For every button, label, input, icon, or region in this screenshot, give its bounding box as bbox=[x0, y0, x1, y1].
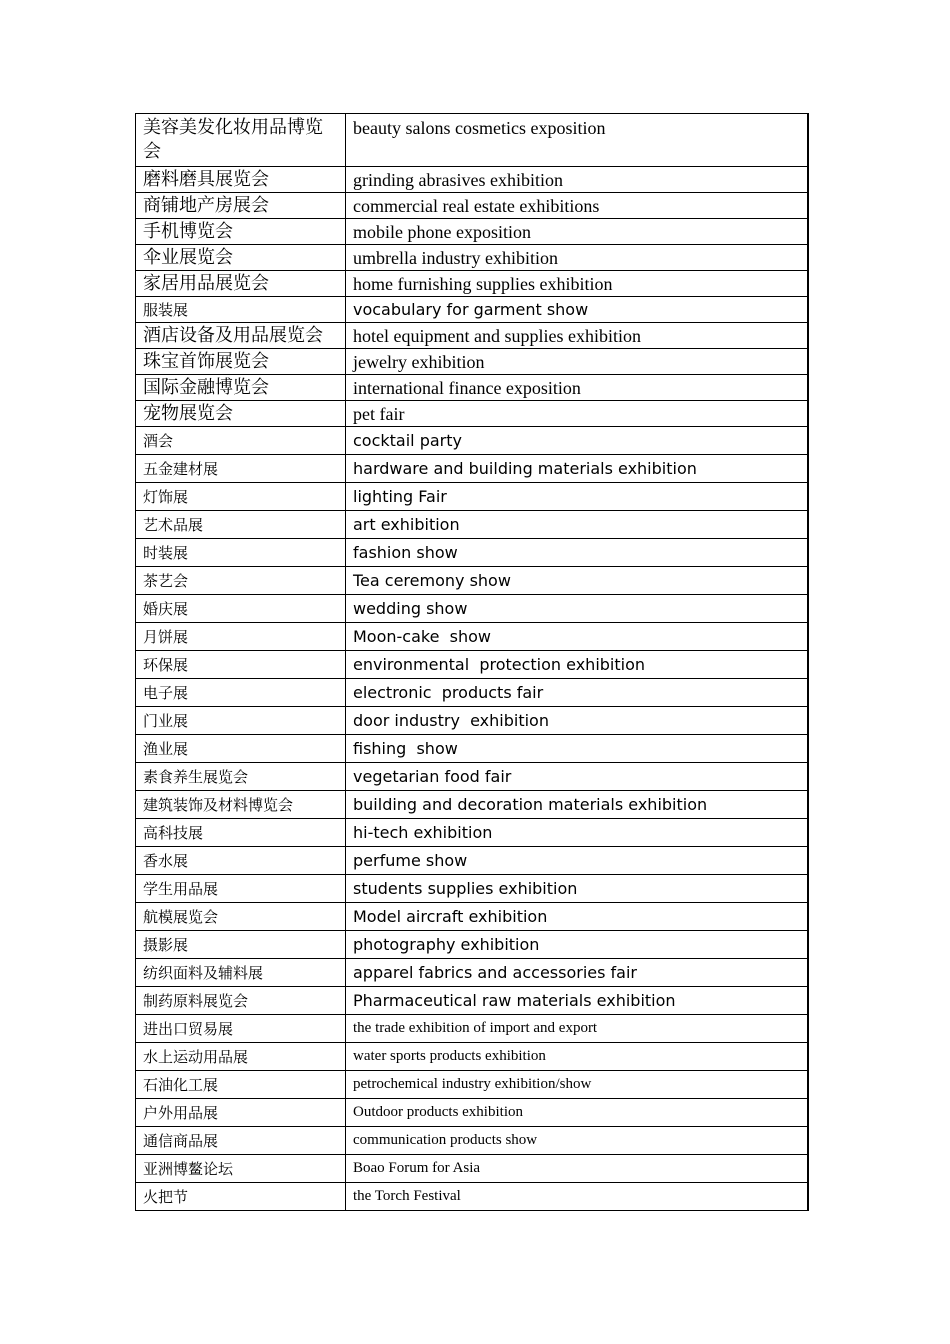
table-row bbox=[136, 1127, 809, 1155]
chinese-term: 家居用品展览会 bbox=[136, 271, 346, 297]
chinese-term: 亚洲博鳌论坛 bbox=[136, 1155, 346, 1183]
english-term: the Torch Festival bbox=[346, 1183, 809, 1211]
english-term: pet fair bbox=[346, 401, 809, 427]
chinese-term: 纺织面料及辅料展 bbox=[136, 959, 346, 987]
english-term: Moon-cake show bbox=[346, 623, 809, 651]
table-row bbox=[136, 427, 809, 455]
chinese-term: 建筑装饰及材料博览会 bbox=[136, 791, 346, 819]
table-row bbox=[136, 297, 809, 323]
chinese-term: 珠宝首饰展览会 bbox=[136, 349, 346, 375]
table-row bbox=[136, 763, 809, 791]
chinese-term: 制药原料展览会 bbox=[136, 987, 346, 1015]
chinese-term: 香水展 bbox=[136, 847, 346, 875]
chinese-term: 水上运动用品展 bbox=[136, 1043, 346, 1071]
table-row bbox=[136, 1071, 809, 1099]
chinese-term: 学生用品展 bbox=[136, 875, 346, 903]
chinese-term: 磨料磨具展览会 bbox=[136, 167, 346, 193]
english-term: mobile phone exposition bbox=[346, 219, 809, 245]
english-term: vegetarian food fair bbox=[346, 763, 809, 791]
table-row bbox=[136, 959, 809, 987]
chinese-term: 商铺地产房展会 bbox=[136, 193, 346, 219]
english-term: water sports products exhibition bbox=[346, 1043, 809, 1071]
chinese-term: 石油化工展 bbox=[136, 1071, 346, 1099]
table-row bbox=[136, 245, 809, 271]
chinese-term: 航模展览会 bbox=[136, 903, 346, 931]
english-term: jewelry exhibition bbox=[346, 349, 809, 375]
english-term: grinding abrasives exhibition bbox=[346, 167, 809, 193]
table-row bbox=[136, 349, 809, 375]
chinese-term: 茶艺会 bbox=[136, 567, 346, 595]
table-row bbox=[136, 987, 809, 1015]
table-row bbox=[136, 1099, 809, 1127]
table-row bbox=[136, 511, 809, 539]
english-term: apparel fabrics and accessories fair bbox=[346, 959, 809, 987]
chinese-term: 电子展 bbox=[136, 679, 346, 707]
english-term: petrochemical industry exhibition/show bbox=[346, 1071, 809, 1099]
table-row bbox=[136, 791, 809, 819]
table-row bbox=[136, 483, 809, 511]
english-term: lighting Fair bbox=[346, 483, 809, 511]
english-term: commercial real estate exhibitions bbox=[346, 193, 809, 219]
english-term: umbrella industry exhibition bbox=[346, 245, 809, 271]
english-term: electronic products fair bbox=[346, 679, 809, 707]
english-term: cocktail party bbox=[346, 427, 809, 455]
table-row bbox=[136, 847, 809, 875]
english-term: communication products show bbox=[346, 1127, 809, 1155]
chinese-term: 酒店设备及用品展览会 bbox=[136, 323, 346, 349]
chinese-term: 宠物展览会 bbox=[136, 401, 346, 427]
table-row bbox=[136, 323, 809, 349]
chinese-term: 服装展 bbox=[136, 297, 346, 323]
chinese-term: 门业展 bbox=[136, 707, 346, 735]
english-term: hotel equipment and supplies exhibition bbox=[346, 323, 809, 349]
chinese-term: 进出口贸易展 bbox=[136, 1015, 346, 1043]
english-term: Boao Forum for Asia bbox=[346, 1155, 809, 1183]
table-row bbox=[136, 193, 809, 219]
english-term: hardware and building materials exhibition bbox=[346, 455, 809, 483]
english-term: vocabulary for garment show bbox=[346, 297, 809, 323]
chinese-term: 婚庆展 bbox=[136, 595, 346, 623]
chinese-term: 美容美发化妆用品博览会 bbox=[136, 114, 346, 167]
english-term: Pharmaceutical raw materials exhibition bbox=[346, 987, 809, 1015]
english-term: fishing show bbox=[346, 735, 809, 763]
english-term: perfume show bbox=[346, 847, 809, 875]
english-term: fashion show bbox=[346, 539, 809, 567]
chinese-term: 月饼展 bbox=[136, 623, 346, 651]
english-term: environmental protection exhibition bbox=[346, 651, 809, 679]
chinese-term: 通信商品展 bbox=[136, 1127, 346, 1155]
table-row bbox=[136, 1015, 809, 1043]
table-row bbox=[136, 875, 809, 903]
table-row bbox=[136, 167, 809, 193]
chinese-term: 艺术品展 bbox=[136, 511, 346, 539]
table-row bbox=[136, 271, 809, 297]
english-term: home furnishing supplies exhibition bbox=[346, 271, 809, 297]
english-term: photography exhibition bbox=[346, 931, 809, 959]
english-term: students supplies exhibition bbox=[346, 875, 809, 903]
table-row bbox=[136, 375, 809, 401]
table-row bbox=[136, 819, 809, 847]
chinese-term: 国际金融博览会 bbox=[136, 375, 346, 401]
english-term: hi-tech exhibition bbox=[346, 819, 809, 847]
table-row bbox=[136, 219, 809, 245]
table-row bbox=[136, 903, 809, 931]
table-row bbox=[136, 735, 809, 763]
vocabulary-table bbox=[135, 113, 809, 1211]
english-term: building and decoration materials exhibition bbox=[346, 791, 809, 819]
table-row bbox=[136, 1183, 809, 1211]
table-row bbox=[136, 1043, 809, 1071]
english-term: beauty salons cosmetics exposition bbox=[346, 114, 809, 167]
chinese-term: 素食养生展览会 bbox=[136, 763, 346, 791]
table-row bbox=[136, 595, 809, 623]
english-term: art exhibition bbox=[346, 511, 809, 539]
chinese-term: 时装展 bbox=[136, 539, 346, 567]
english-term: door industry exhibition bbox=[346, 707, 809, 735]
english-term: international finance exposition bbox=[346, 375, 809, 401]
chinese-term: 户外用品展 bbox=[136, 1099, 346, 1127]
chinese-term: 摄影展 bbox=[136, 931, 346, 959]
table-row bbox=[136, 539, 809, 567]
chinese-term: 火把节 bbox=[136, 1183, 346, 1211]
chinese-term: 灯饰展 bbox=[136, 483, 346, 511]
table-row bbox=[136, 401, 809, 427]
chinese-term: 高科技展 bbox=[136, 819, 346, 847]
english-term: Tea ceremony show bbox=[346, 567, 809, 595]
chinese-term: 手机博览会 bbox=[136, 219, 346, 245]
chinese-term: 渔业展 bbox=[136, 735, 346, 763]
english-term: Outdoor products exhibition bbox=[346, 1099, 809, 1127]
table-row bbox=[136, 1155, 809, 1183]
table-row bbox=[136, 679, 809, 707]
english-term: wedding show bbox=[346, 595, 809, 623]
table-row bbox=[136, 931, 809, 959]
english-term: the trade exhibition of import and export bbox=[346, 1015, 809, 1043]
chinese-term: 酒会 bbox=[136, 427, 346, 455]
table-row bbox=[136, 707, 809, 735]
english-term: Model aircraft exhibition bbox=[346, 903, 809, 931]
table-row bbox=[136, 651, 809, 679]
table-row bbox=[136, 567, 809, 595]
chinese-term: 环保展 bbox=[136, 651, 346, 679]
chinese-term: 伞业展览会 bbox=[136, 245, 346, 271]
chinese-term: 五金建材展 bbox=[136, 455, 346, 483]
table-row bbox=[136, 623, 809, 651]
table-row bbox=[136, 455, 809, 483]
table-row bbox=[136, 114, 809, 167]
